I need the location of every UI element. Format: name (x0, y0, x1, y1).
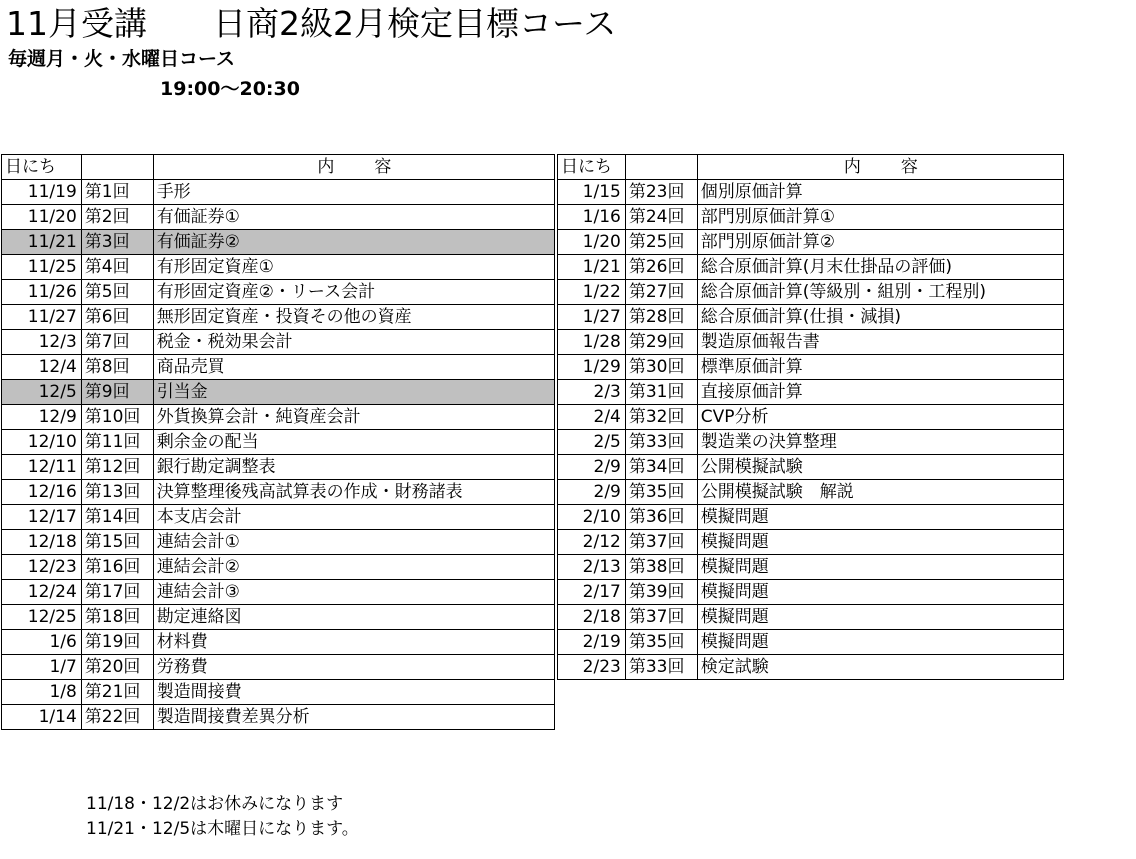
schedule-row (2, 405, 555, 430)
content-cell: CVP分析 (697, 405, 1063, 430)
session-cell: 第35回 (625, 630, 697, 655)
date-cell: 12/4 (2, 355, 82, 380)
session-cell: 第20回 (81, 655, 153, 680)
content-cell: 総合原価計算(仕損・減損) (697, 305, 1063, 330)
date-cell: 2/10 (558, 505, 626, 530)
schedule-row (2, 605, 555, 630)
session-cell: 第25回 (625, 230, 697, 255)
schedule-row (558, 330, 1064, 355)
schedule-row (558, 630, 1064, 655)
content-cell: 材料費 (153, 630, 554, 655)
content-cell: 検定試験 (697, 655, 1063, 680)
content-cell: 標準原価計算 (697, 355, 1063, 380)
course-days: 毎週月・火・水曜日コース (8, 48, 236, 70)
session-cell: 第15回 (81, 530, 153, 555)
date-cell: 1/28 (558, 330, 626, 355)
content-cell: 連結会計③ (153, 580, 554, 605)
session-cell: 第13回 (81, 480, 153, 505)
schedule-table-right (557, 154, 1064, 680)
date-cell: 1/27 (558, 305, 626, 330)
schedule-row (2, 355, 555, 380)
date-cell: 12/23 (2, 555, 82, 580)
header-session (81, 155, 153, 180)
content-cell: 模擬問題 (697, 605, 1063, 630)
header-content: 内 容 (697, 155, 1063, 180)
session-cell: 第26回 (625, 255, 697, 280)
session-cell: 第6回 (81, 305, 153, 330)
content-cell: 製造間接費差異分析 (153, 705, 554, 730)
date-cell: 11/26 (2, 280, 82, 305)
content-cell: 商品売買 (153, 355, 554, 380)
schedule-table-left (1, 154, 555, 730)
schedule-row (558, 655, 1064, 680)
content-cell: 公開模擬試験 解説 (697, 480, 1063, 505)
schedule-row (2, 480, 555, 505)
content-cell: 税金・税効果会計 (153, 330, 554, 355)
schedule-row (558, 405, 1064, 430)
content-cell: 勘定連絡図 (153, 605, 554, 630)
date-cell: 1/16 (558, 205, 626, 230)
content-cell: 有形固定資産②・リース会計 (153, 280, 554, 305)
session-cell: 第35回 (625, 480, 697, 505)
page-title: 11月受講 日商2級2月検定目標コース (6, 4, 617, 43)
schedule-row (2, 505, 555, 530)
date-cell: 11/20 (2, 205, 82, 230)
session-cell: 第1回 (81, 180, 153, 205)
schedule-row (558, 230, 1064, 255)
content-cell: 銀行勘定調整表 (153, 455, 554, 480)
schedule-row (558, 480, 1064, 505)
schedule-row (2, 205, 555, 230)
date-cell: 1/7 (2, 655, 82, 680)
session-cell: 第18回 (81, 605, 153, 630)
note-holidays: 11/18・12/2はお休みになります (86, 794, 344, 814)
content-cell: 総合原価計算(等級別・組別・工程別) (697, 280, 1063, 305)
schedule-row (558, 555, 1064, 580)
session-cell: 第10回 (81, 405, 153, 430)
date-cell: 2/18 (558, 605, 626, 630)
content-cell: 連結会計② (153, 555, 554, 580)
schedule-row (2, 430, 555, 455)
header-date: 日にち (2, 155, 82, 180)
session-cell: 第11回 (81, 430, 153, 455)
content-cell: 部門別原価計算① (697, 205, 1063, 230)
session-cell: 第9回 (81, 380, 153, 405)
note-thursday: 11/21・12/5は木曜日になります。 (86, 819, 359, 839)
schedule-row (2, 380, 555, 405)
session-cell: 第30回 (625, 355, 697, 380)
session-cell: 第5回 (81, 280, 153, 305)
content-cell: 模擬問題 (697, 530, 1063, 555)
schedule-row (2, 580, 555, 605)
content-cell: 労務費 (153, 655, 554, 680)
schedule-row (2, 630, 555, 655)
session-cell: 第4回 (81, 255, 153, 280)
session-cell: 第36回 (625, 505, 697, 530)
date-cell: 1/21 (558, 255, 626, 280)
date-cell: 12/11 (2, 455, 82, 480)
session-cell: 第37回 (625, 530, 697, 555)
date-cell: 12/16 (2, 480, 82, 505)
schedule-row (2, 680, 555, 705)
schedule-row (2, 555, 555, 580)
date-cell: 2/19 (558, 630, 626, 655)
date-cell: 12/9 (2, 405, 82, 430)
session-cell: 第17回 (81, 580, 153, 605)
date-cell: 12/17 (2, 505, 82, 530)
date-cell: 1/15 (558, 180, 626, 205)
schedule-row (2, 180, 555, 205)
session-cell: 第24回 (625, 205, 697, 230)
session-cell: 第32回 (625, 405, 697, 430)
schedule-row (2, 655, 555, 680)
session-cell: 第14回 (81, 505, 153, 530)
schedule-row (558, 205, 1064, 230)
session-cell: 第38回 (625, 555, 697, 580)
session-cell: 第27回 (625, 280, 697, 305)
content-cell: 模擬問題 (697, 580, 1063, 605)
schedule-row (558, 530, 1064, 555)
header-row (2, 155, 555, 180)
session-cell: 第19回 (81, 630, 153, 655)
content-cell: 無形固定資産・投資その他の資産 (153, 305, 554, 330)
content-cell: 本支店会計 (153, 505, 554, 530)
date-cell: 12/3 (2, 330, 82, 355)
date-cell: 11/21 (2, 230, 82, 255)
date-cell: 2/4 (558, 405, 626, 430)
schedule-row (558, 305, 1064, 330)
schedule-row (2, 455, 555, 480)
date-cell: 1/20 (558, 230, 626, 255)
content-cell: 模擬問題 (697, 630, 1063, 655)
schedule-row (558, 605, 1064, 630)
header-session (625, 155, 697, 180)
date-cell: 2/3 (558, 380, 626, 405)
header-date: 日にち (558, 155, 626, 180)
content-cell: 模擬問題 (697, 555, 1063, 580)
content-cell: 模擬問題 (697, 505, 1063, 530)
session-cell: 第23回 (625, 180, 697, 205)
schedule-row (2, 530, 555, 555)
course-time: 19:00～20:30 (160, 78, 300, 100)
content-cell: 部門別原価計算② (697, 230, 1063, 255)
content-cell: 外貨換算会計・純資産会計 (153, 405, 554, 430)
session-cell: 第21回 (81, 680, 153, 705)
content-cell: 個別原価計算 (697, 180, 1063, 205)
schedule-row (2, 305, 555, 330)
date-cell: 2/9 (558, 480, 626, 505)
date-cell: 11/27 (2, 305, 82, 330)
schedule-row (558, 455, 1064, 480)
notes (86, 792, 359, 842)
content-cell: 決算整理後残高試算表の作成・財務諸表 (153, 480, 554, 505)
session-cell: 第34回 (625, 455, 697, 480)
session-cell: 第8回 (81, 355, 153, 380)
date-cell: 11/19 (2, 180, 82, 205)
date-cell: 2/12 (558, 530, 626, 555)
date-cell: 12/25 (2, 605, 82, 630)
schedule-row (558, 180, 1064, 205)
schedule-row (558, 355, 1064, 380)
content-cell: 総合原価計算(月末仕掛品の評価) (697, 255, 1063, 280)
schedule-row (558, 505, 1064, 530)
date-cell: 1/8 (2, 680, 82, 705)
content-cell: 製造原価報告書 (697, 330, 1063, 355)
content-cell: 有価証券① (153, 205, 554, 230)
date-cell: 12/5 (2, 380, 82, 405)
content-cell: 公開模擬試験 (697, 455, 1063, 480)
session-cell: 第22回 (81, 705, 153, 730)
content-cell: 製造業の決算整理 (697, 430, 1063, 455)
date-cell: 2/5 (558, 430, 626, 455)
session-cell: 第12回 (81, 455, 153, 480)
date-cell: 1/29 (558, 355, 626, 380)
date-cell: 2/23 (558, 655, 626, 680)
date-cell: 12/18 (2, 530, 82, 555)
date-cell: 1/6 (2, 630, 82, 655)
header-row (558, 155, 1064, 180)
date-cell: 12/10 (2, 430, 82, 455)
session-cell: 第3回 (81, 230, 153, 255)
session-cell: 第33回 (625, 655, 697, 680)
date-cell: 1/14 (2, 705, 82, 730)
date-cell: 2/9 (558, 455, 626, 480)
content-cell: 引当金 (153, 380, 554, 405)
session-cell: 第2回 (81, 205, 153, 230)
date-cell: 1/22 (558, 280, 626, 305)
content-cell: 有形固定資産① (153, 255, 554, 280)
content-cell: 剰余金の配当 (153, 430, 554, 455)
schedule-row (558, 280, 1064, 305)
schedule-row (2, 255, 555, 280)
date-cell: 2/17 (558, 580, 626, 605)
session-cell: 第7回 (81, 330, 153, 355)
schedule-row (558, 380, 1064, 405)
session-cell: 第29回 (625, 330, 697, 355)
content-cell: 直接原価計算 (697, 380, 1063, 405)
content-cell: 連結会計① (153, 530, 554, 555)
schedule-row (2, 705, 555, 730)
session-cell: 第37回 (625, 605, 697, 630)
schedule-row (558, 430, 1064, 455)
session-cell: 第33回 (625, 430, 697, 455)
content-cell: 手形 (153, 180, 554, 205)
content-cell: 製造間接費 (153, 680, 554, 705)
session-cell: 第28回 (625, 305, 697, 330)
date-cell: 2/13 (558, 555, 626, 580)
schedule-row (2, 280, 555, 305)
session-cell: 第39回 (625, 580, 697, 605)
schedule-row (558, 255, 1064, 280)
session-cell: 第16回 (81, 555, 153, 580)
content-cell: 有価証券② (153, 230, 554, 255)
schedule-row (2, 230, 555, 255)
schedule-row (558, 580, 1064, 605)
header-content: 内 容 (153, 155, 554, 180)
date-cell: 11/25 (2, 255, 82, 280)
date-cell: 12/24 (2, 580, 82, 605)
session-cell: 第31回 (625, 380, 697, 405)
schedule-row (2, 330, 555, 355)
